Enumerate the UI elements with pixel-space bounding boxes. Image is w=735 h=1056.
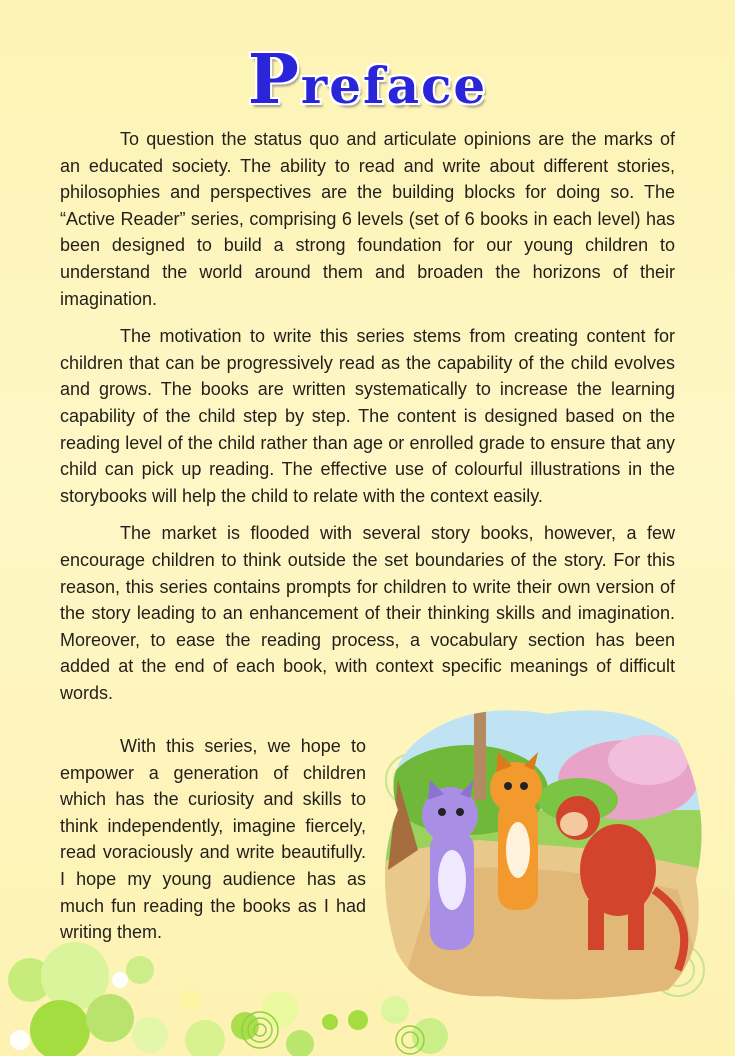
purple-cat bbox=[422, 780, 478, 950]
paragraph-4: With this series, we hope to empower a generation of children which has the curiosity and skills to think independently, imagine fiercely, read voraciously and write beautifully. I hope my young audience has as much fun reading the books as I had writing them. bbox=[60, 736, 366, 943]
paragraph-1: To question the status quo and articulate opinions are the marks of an educated society. The ability to read and write about different stories, philosophies and perspectives are the building blocks for doing so. The “Active Reader” series, comprising 6 levels (set of 6 books in each level) has been designed to build a strong foundation for our young children to understand the world around them and broaden the horizons of their imagination. bbox=[60, 129, 675, 309]
page-title bbox=[0, 40, 735, 120]
paragraph-3: The market is flooded with several story books, however, a few encourage children to think outside the set boundaries of the story. For this reason, this series contains prompts for children to write their own version of the story leading to an enhancement of their thinking skills and imagination. Moreover, to ease the reading process, a vocabulary section has been added at the end of each book, with context specific meanings of difficult words. bbox=[60, 523, 675, 703]
decorative-circles bbox=[0, 940, 480, 1056]
paragraph-2: The motivation to write this series stems from creating content for children that can be progressively read as the capability of the child evolves and grows. The books are written systematically to increase the learning capability of the child step by step. The content is designed based on the reading level of the child rather than age or enrolled grade to ensure that any child can pick up reading. The effective use of colourful illustrations in the storybooks will help the child to relate with the context easily. bbox=[60, 326, 675, 506]
title-initial: P bbox=[247, 40, 301, 120]
title-rest: reface bbox=[300, 56, 488, 115]
preface-body bbox=[60, 126, 675, 717]
